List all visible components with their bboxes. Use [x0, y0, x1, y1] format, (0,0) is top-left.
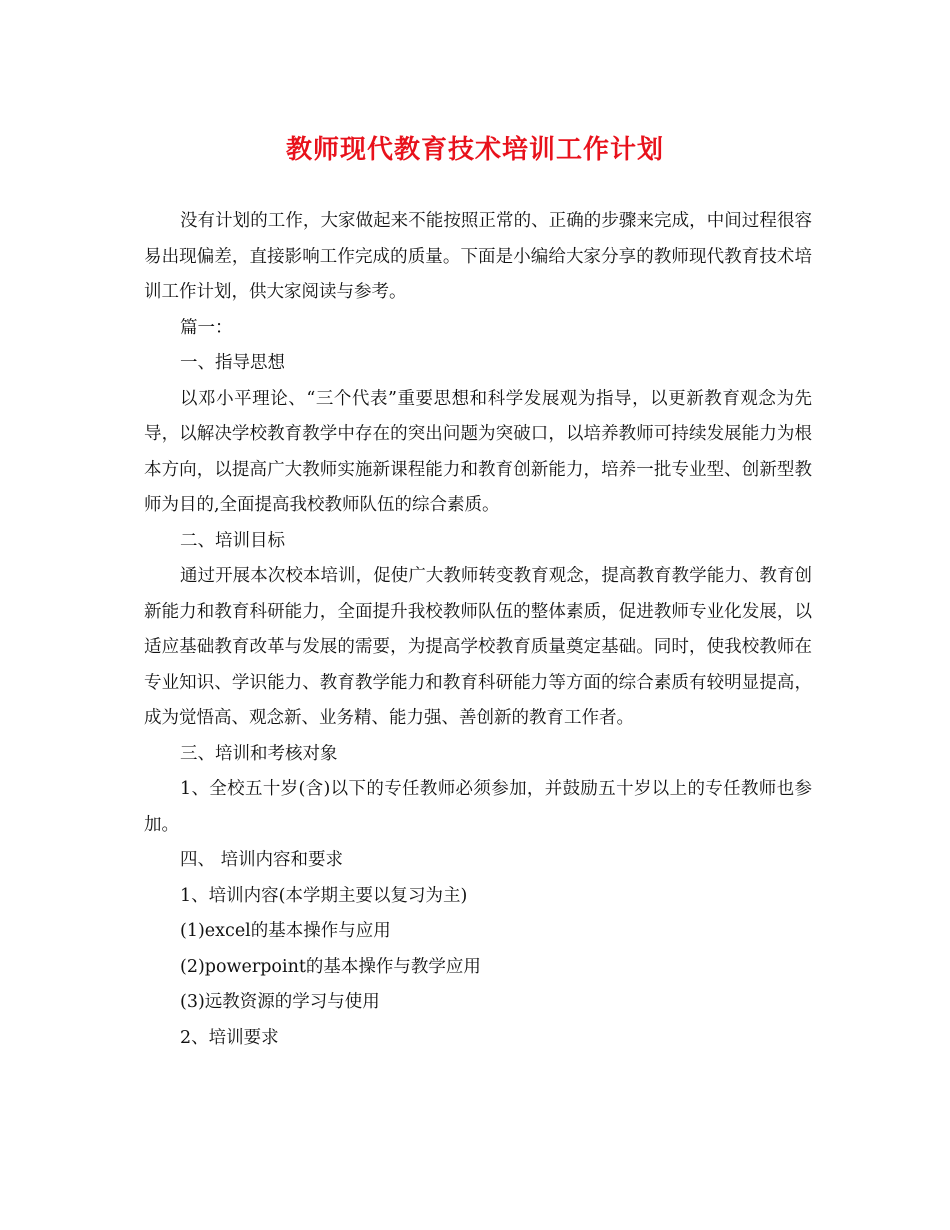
training-requirements-heading: 2、培训要求 — [180, 1027, 279, 1048]
training-content-heading: 1、培训内容(本学期主要以复习为主) — [180, 885, 468, 906]
training-goals-paragraph: 通过开展本次校本培训，促使广大教师转变教育观念，提高教育教学能力、教育创新能力和教育科研能力，全面提升我校教师队伍的整体素质，促进教师专业化发展，以适应基础教育改革与发展的需要，为提高学校教育质量奠定基础。同时，使我校教师在专业知识、学识能力、教育教学能力和教育科研能力等方面的综合素质有较明显提高，成为觉悟高、观念新、业务精、能力强、善创新的教育工作者。 — [144, 566, 812, 728]
section-heading-training-targets: 三、培训和考核对象 — [180, 743, 338, 764]
section-heading-guiding-ideology: 一、指导思想 — [180, 353, 285, 373]
list-item: (3)远教资源的学习与使用 — [180, 992, 380, 1012]
document-body — [144, 204, 812, 1056]
document-title: 教师现代教育技术培训工作计划 — [285, 135, 664, 165]
section-heading-content-requirements: 四、 培训内容和要求 — [180, 850, 344, 870]
guiding-ideology-paragraph: 以邓小平理论、“三个代表”重要思想和科学发展观为指导，以更新教育观念为先导，以解决学校教育教学中存在的突出问题为突破口，以培养教师可持续发展能力为根本方向，以提高广大教师实施新课程能力和教育创新能力，培养一批专业型、创新型教师为目的,全面提高我校教师队伍的综合素质。 — [144, 388, 812, 515]
list-item: (2)powerpoint的基本操作与教学应用 — [180, 956, 481, 977]
intro-paragraph: 没有计划的工作，大家做起来不能按照正常的、正确的步骤来完成，中间过程很容易出现偏差，直接影响工作完成的质量。下面是小编给大家分享的教师现代教育技术培训工作计划，供大家阅读与参考。 — [144, 211, 812, 302]
part-label: 篇一： — [180, 317, 233, 338]
training-targets-paragraph: 1、全校五十岁(含)以下的专任教师必须参加，并鼓励五十岁以上的专任教师也参加。 — [144, 779, 812, 835]
list-item: (1)excel的基本操作与应用 — [180, 921, 391, 941]
section-heading-training-goals: 二、培训目标 — [180, 530, 285, 551]
